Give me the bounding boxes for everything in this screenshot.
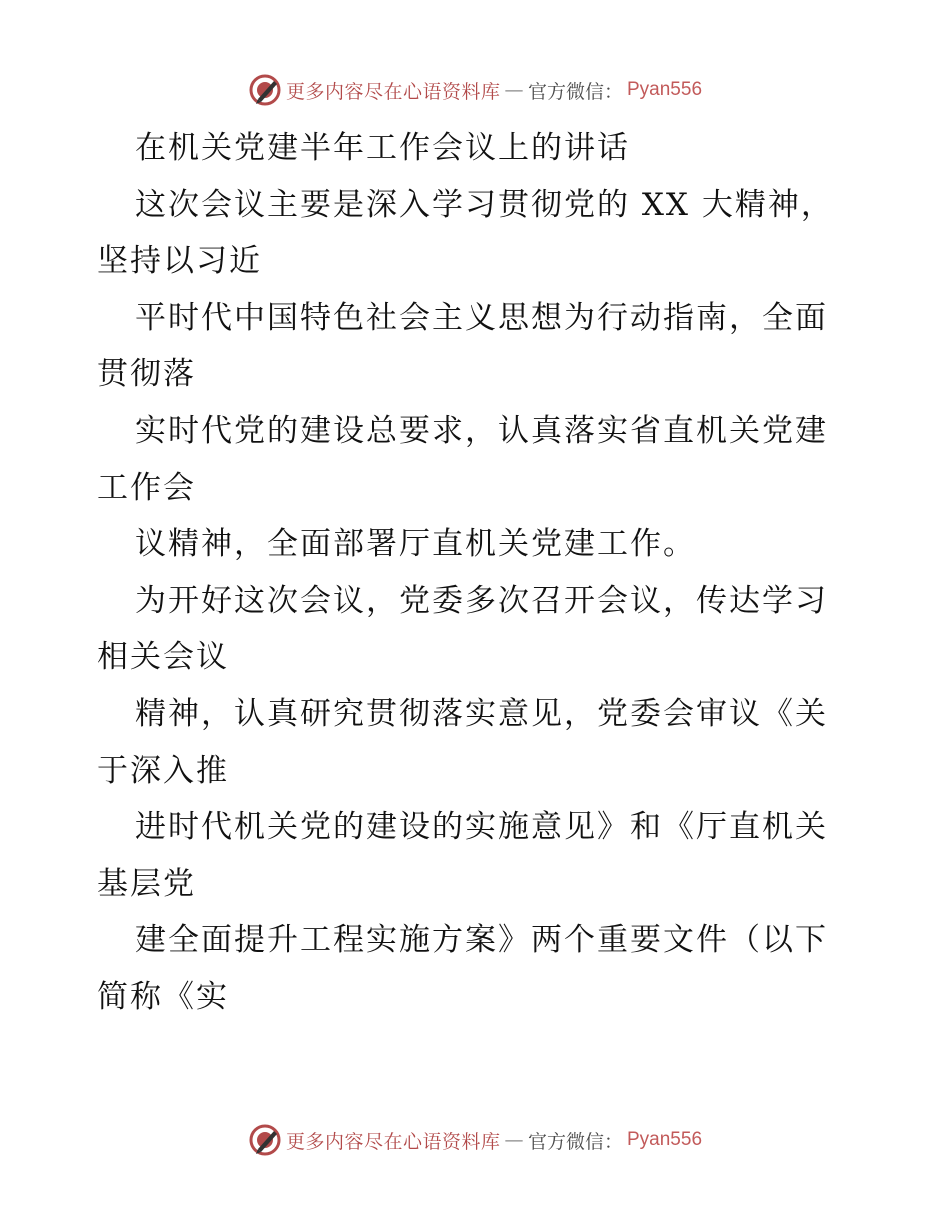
document-line: 这次会议主要是深入学习贯彻党的 XX 大精神，: [135, 186, 834, 223]
watermark-footer: [0, 1120, 950, 1160]
document-line: 精神，认真研究贯彻落实意见，党委会审议《关: [135, 695, 828, 732]
document-body: [97, 120, 857, 1026]
document-line: 在机关党建半年工作会议上的讲话: [135, 130, 630, 166]
document-line: 坚持以习近: [97, 243, 262, 280]
watermark-wechat-label: 官方微信：: [527, 1130, 623, 1153]
watermark-text: 更多内容尽在心语资料库: [285, 1130, 501, 1153]
watermark-wechat-label: 官方微信：: [527, 80, 623, 103]
document-line: 平时代中国特色社会主义思想为行动指南，全面: [135, 299, 828, 336]
document-line: 于深入推: [97, 752, 229, 789]
document-line: 简称《实: [97, 978, 229, 1015]
watermark-dash: —: [504, 79, 524, 101]
pen-logo-icon: [248, 1123, 282, 1157]
document-line: 相关会议: [97, 639, 229, 676]
document-line: 基层党: [97, 865, 196, 902]
pen-logo-icon: [248, 73, 282, 107]
watermark-text: 更多内容尽在心语资料库: [285, 80, 501, 103]
document-line: 进时代机关党的建设的实施意见》和《厅直机关: [135, 809, 828, 846]
document-line: 贯彻落: [97, 356, 196, 393]
document-line: 实时代党的建设总要求，认真落实省直机关党建: [135, 412, 828, 449]
watermark-dash: —: [504, 1129, 524, 1151]
document-line: 建全面提升工程实施方案》两个重要文件（以下: [135, 922, 828, 959]
watermark-header: [0, 70, 950, 110]
document-line: 为开好这次会议，党委多次召开会议，传达学习: [135, 582, 828, 619]
watermark-wechat-id: Pyan556: [627, 79, 703, 100]
watermark-wechat-id: Pyan556: [627, 1129, 703, 1150]
document-line: 工作会: [97, 469, 196, 506]
document-line: 议精神，全面部署厅直机关党建工作。: [135, 526, 696, 563]
